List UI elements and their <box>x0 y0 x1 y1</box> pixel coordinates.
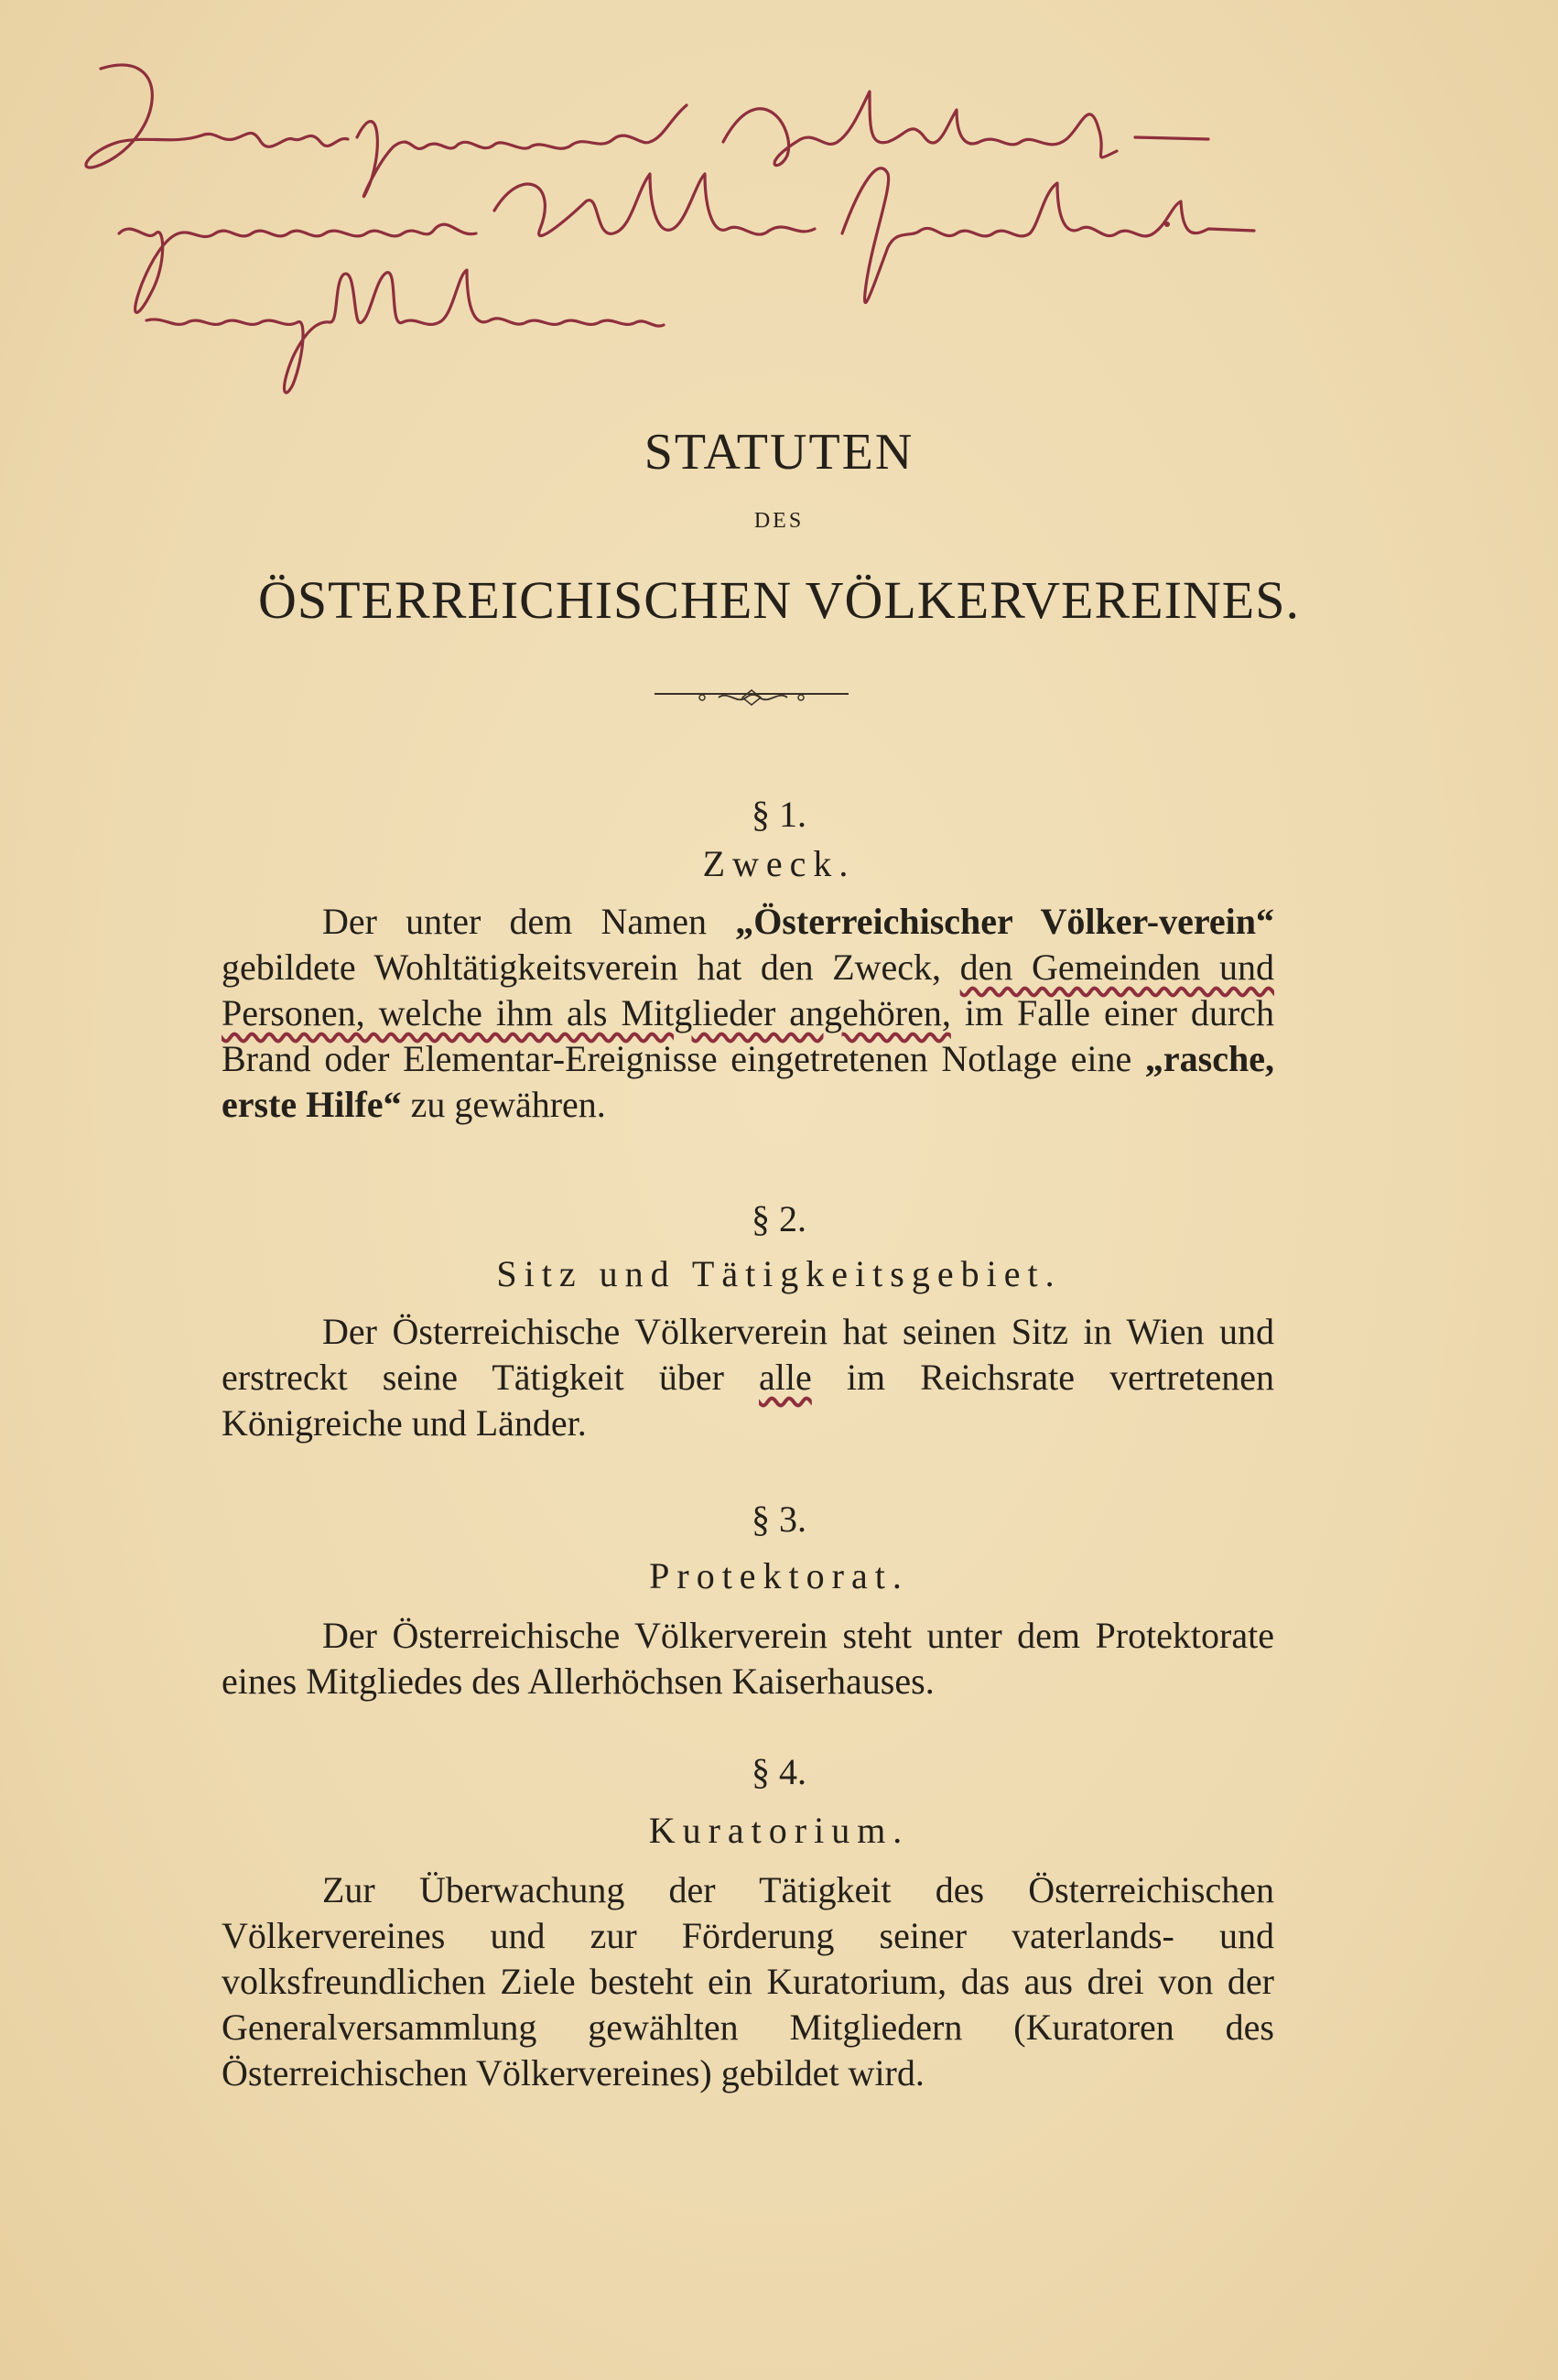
section-1-number: § 1. <box>752 794 806 835</box>
section-2-heading: Sitz und Tätigkeitsgebiet. <box>496 1253 1062 1294</box>
handwritten-annotation <box>64 55 1327 403</box>
section-4-number: § 4. <box>752 1751 806 1792</box>
document-title-connector: DES <box>753 509 805 533</box>
document-title: STATUTEN <box>644 424 914 481</box>
underlined-phrase: den Gemeinden und Personen, welche ihm als Mitglieder angehören, <box>222 947 1274 1033</box>
section-3-number: § 3. <box>752 1498 806 1540</box>
section-2-number: § 2. <box>752 1198 806 1239</box>
underlined-word: alle <box>759 1357 812 1398</box>
section-1-heading: Zweck. <box>702 843 856 884</box>
section-2-text: Der Österreichische Völkerverein hat seinen Sitz in Wien und erstreckt seine Tätigkeit über alle im Reichsrate vertretenen Königreiche und Länder. <box>222 1311 1274 1444</box>
document-subtitle: ÖSTERREICHISCHEN VÖLKERVEREINES. <box>258 570 1300 630</box>
section-3-text: Der Österreichische Völkerverein steht unter dem Protektorate eines Mitgliedes des Allerhöchsen Kaiserhauses. <box>222 1615 1274 1702</box>
section-1-text: Der unter dem Namen „Österreichischer Völker-verein“ gebildete Wohltätigkeitsverein hat den Zweck, den Gemeinden und Personen, welche ihm als Mitglieder angehören, im Falle einer durch Brand oder Elementar-Ereignisse eingetretenen Notlage eine „rasche, erste Hilfe“ zu gewähren. <box>222 901 1274 1125</box>
section-3-heading: Protektorat. <box>649 1555 909 1596</box>
ornament-divider <box>655 677 849 714</box>
section-4-heading: Kuratorium. <box>648 1810 910 1851</box>
section-4-text: Zur Überwachung der Tätigkeit des Österreichischen Völkervereines und zur Förderung seiner vaterlands- und volksfreundlichen Ziele besteht ein Kuratorium, das aus drei von der Generalversammlung gewählten Mitgliedern (Kuratoren des Österreichischen Völkervereines) gebildet wird. <box>222 1869 1274 2093</box>
